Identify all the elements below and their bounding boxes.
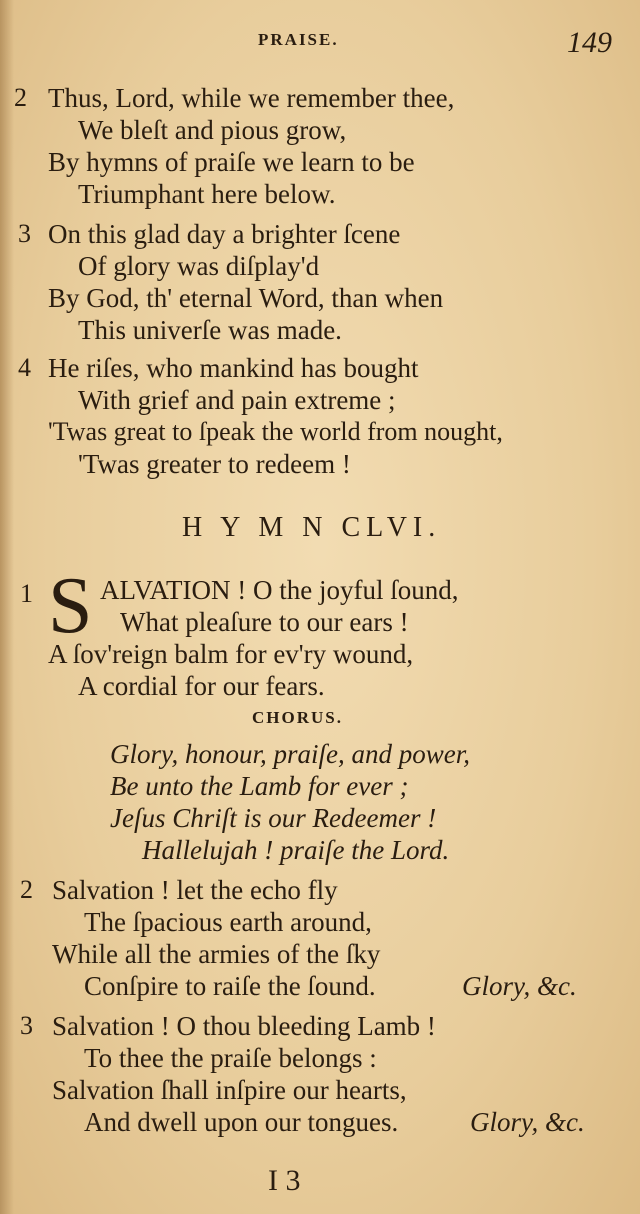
verse-line: 'Twas great to ſpeak the world from nought, — [48, 417, 503, 446]
chorus-line: Glory, honour, praiſe, and power, — [110, 739, 471, 769]
stanza-number: 3 — [18, 219, 31, 248]
hymn-title: H Y M N CLVI. — [182, 512, 442, 543]
verse-line: This univerſe was made. — [78, 315, 342, 345]
verse-line: By God, th' eternal Word, than when — [48, 283, 444, 313]
stanza-number: 2 — [20, 875, 33, 904]
verse-line: Salvation ſhall inſpire our hearts, — [52, 1075, 407, 1105]
verse-line: We bleſt and pious grow, — [78, 115, 347, 145]
verse-line: Conſpire to raiſe the ſound. — [84, 971, 376, 1001]
verse-line: Salvation ! let the echo fly — [52, 875, 338, 905]
chorus-reference: Glory, &c. — [462, 971, 577, 1001]
chorus-line: Be unto the Lamb for ever ; — [110, 771, 409, 801]
running-head: PRAISE. — [258, 30, 339, 49]
stanza-number: 3 — [20, 1011, 33, 1040]
verse-line: The ſpacious earth around, — [84, 907, 372, 937]
verse-line: A cordial for our fears. — [78, 671, 325, 701]
verse-line: Salvation ! O thou bleeding Lamb ! — [52, 1011, 436, 1041]
drop-cap: S — [48, 562, 93, 650]
chorus-reference: Glory, &c. — [470, 1107, 585, 1137]
verse-line: While all the armies of the ſky — [52, 939, 381, 969]
verse-line: With grief and pain extreme ; — [78, 385, 396, 415]
chorus-line: Jeſus Chriſt is our Redeemer ! — [110, 803, 437, 833]
chorus-line: Hallelujah ! praiſe the Lord. — [142, 835, 450, 865]
page-spine-shadow — [0, 0, 14, 1214]
verse-line: To thee the praiſe belongs : — [84, 1043, 377, 1073]
verse-line: 'Twas greater to redeem ! — [78, 449, 351, 479]
verse-line: He riſes, who mankind has bought — [48, 353, 419, 383]
verse-line: By hymns of praiſe we learn to be — [48, 147, 415, 177]
stanza-number: 1 — [20, 579, 33, 608]
verse-line: A ſov'reign balm for ev'ry wound, — [48, 639, 414, 669]
verse-line: What pleaſure to our ears ! — [120, 607, 409, 637]
signature-mark: I 3 — [268, 1164, 301, 1197]
page-number: 149 — [567, 26, 612, 59]
verse-line: Triumphant here below. — [78, 179, 336, 209]
chorus-label: CHORUS. — [252, 708, 343, 727]
verse-line: Thus, Lord, while we remember thee, — [48, 83, 455, 113]
verse-line: ALVATION ! O the joyful ſound, — [100, 575, 459, 605]
verse-line: Of glory was diſplay'd — [78, 251, 320, 281]
verse-line: On this glad day a brighter ſcene — [48, 219, 401, 249]
verse-line: And dwell upon our tongues. — [84, 1107, 399, 1137]
stanza-number: 4 — [18, 353, 31, 382]
stanza-number: 2 — [14, 83, 27, 112]
